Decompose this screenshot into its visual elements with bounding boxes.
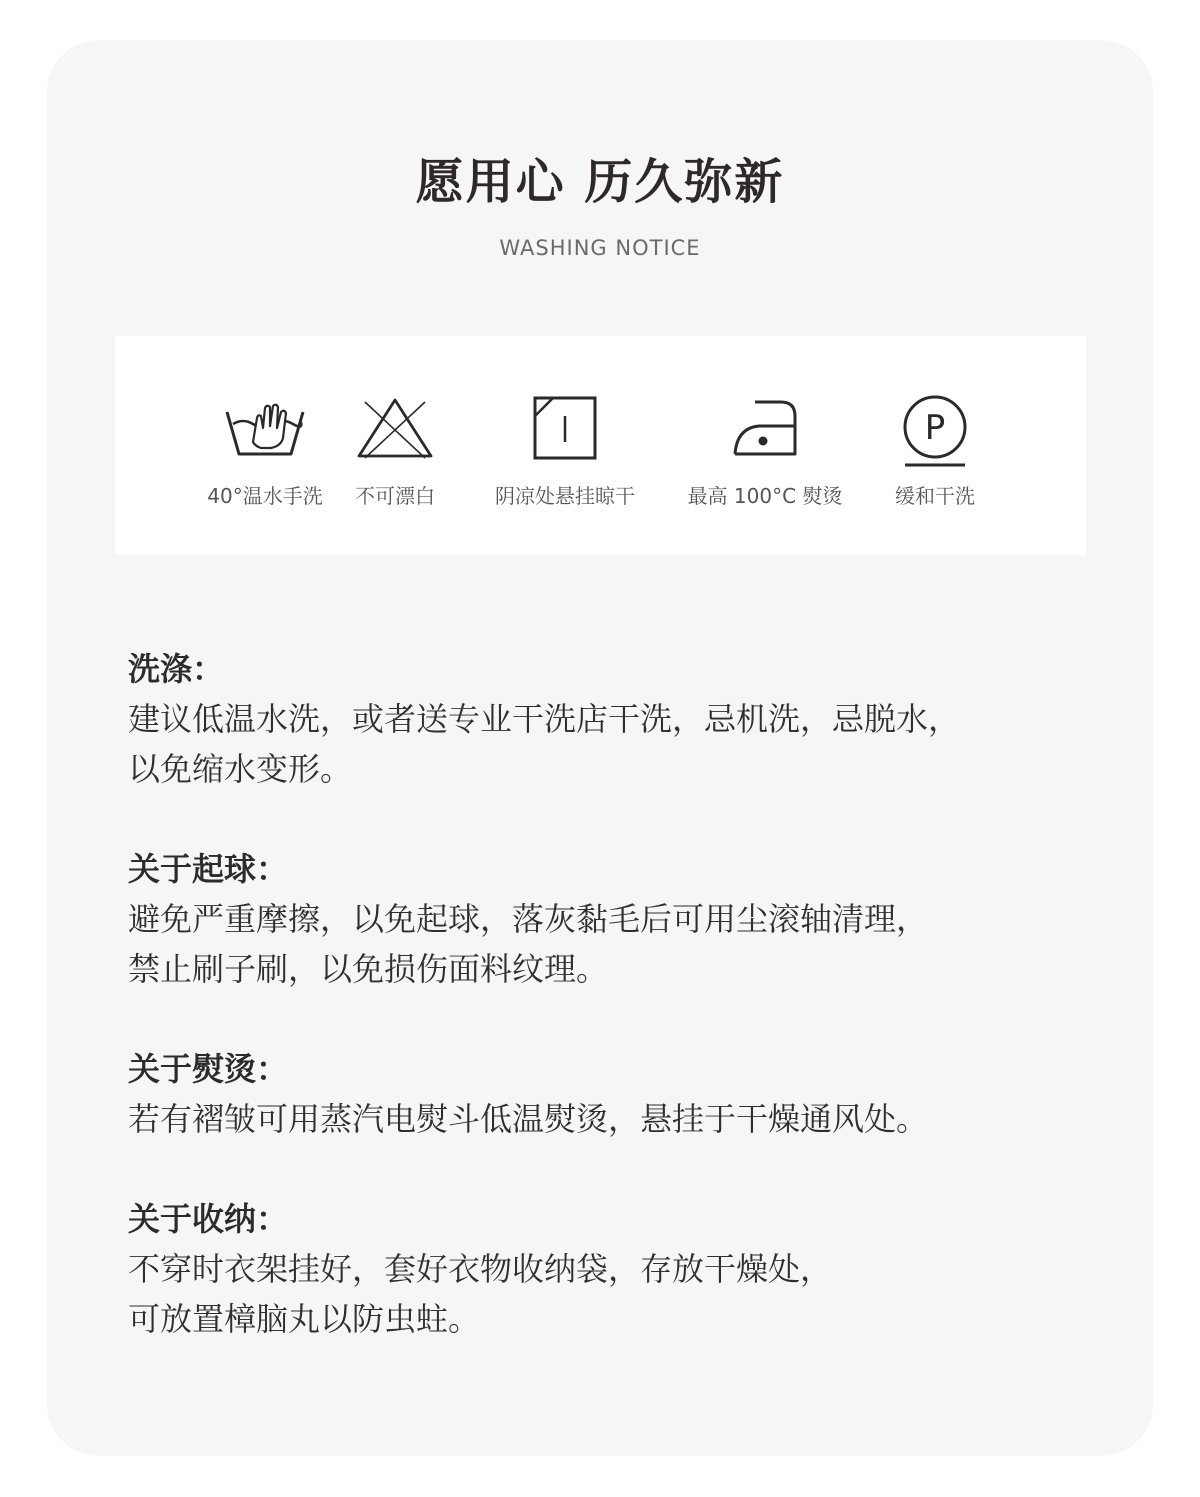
care-item-dry-clean	[875, 336, 995, 555]
note-washing	[128, 644, 1108, 794]
note-heading: 关于起球：	[128, 850, 289, 888]
care-notes	[128, 644, 1108, 1394]
hand-wash-40-icon	[223, 394, 307, 462]
note-heading: 洗涤：	[128, 650, 225, 688]
note-text: 不穿时衣架挂好，套好衣物收纳袋，存放干燥处，	[128, 1250, 833, 1288]
note-text: 禁止刷子刷，以免损伤面料纹理。	[128, 950, 609, 988]
note-pilling	[128, 844, 1108, 994]
care-symbols-panel	[115, 336, 1086, 555]
note-text: 可放置樟脑丸以防虫蛀。	[128, 1300, 481, 1338]
note-ironing	[128, 1044, 1108, 1144]
care-item-iron	[675, 336, 855, 555]
care-item-line-dry-shade	[480, 336, 650, 555]
note-storage	[128, 1194, 1108, 1344]
page-subtitle: WASHING NOTICE	[499, 236, 701, 260]
note-text: 以免缩水变形。	[128, 750, 353, 788]
line-dry-in-shade-icon	[531, 394, 599, 462]
care-label: 40°温水手洗	[207, 484, 323, 508]
svg-text:P: P	[924, 408, 946, 448]
page-title: 愿用心 历久弥新	[415, 154, 785, 210]
care-label: 不可漂白	[355, 484, 435, 508]
care-item-no-bleach	[340, 336, 450, 555]
note-heading: 关于收纳：	[128, 1200, 289, 1238]
iron-max-100-icon	[729, 394, 801, 462]
note-text: 避免严重摩擦，以免起球，落灰黏毛后可用尘滚轴清理，	[128, 900, 929, 938]
note-text: 建议低温水洗，或者送专业干洗店干洗，忌机洗，忌脱水，	[128, 700, 961, 738]
care-item-hand-wash	[185, 336, 345, 555]
care-label: 最高 100°C 熨烫	[687, 484, 843, 508]
care-label: 阴凉处悬挂晾干	[495, 484, 635, 508]
do-not-bleach-icon	[355, 394, 435, 462]
gentle-dry-clean-p-icon	[899, 394, 971, 470]
note-heading: 关于熨烫：	[128, 1050, 289, 1088]
care-label: 缓和干洗	[895, 484, 975, 508]
note-text: 若有褶皱可用蒸汽电熨斗低温熨烫，悬挂于干燥通风处。	[128, 1100, 929, 1138]
